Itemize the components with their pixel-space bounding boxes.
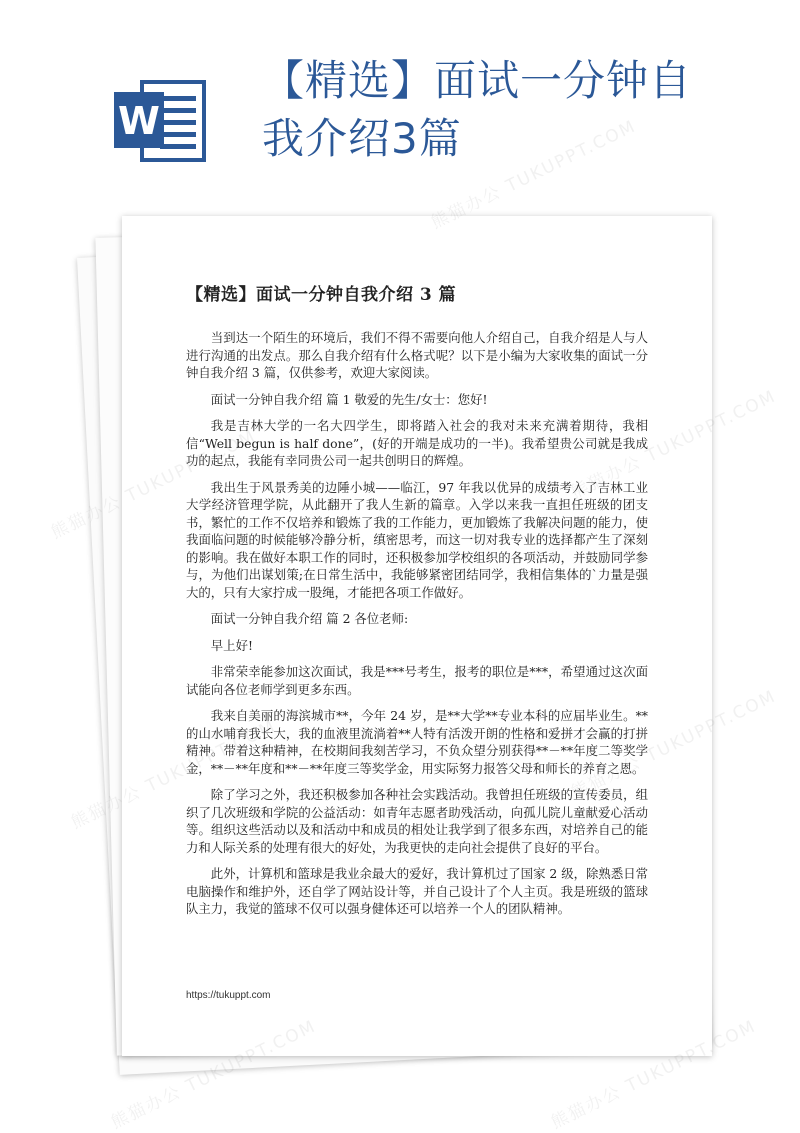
paragraph: 非常荣幸能参加这次面试，我是***号考生，报考的职位是***，希望通过这次面试能向各位老师学到更多东西。	[186, 664, 648, 697]
paragraph: 此外，计算机和篮球是我业余最大的爱好，我计算机过了国家 2 级，除熟悉日常电脑操作和维护外，还自学了网站设计等，并自己设计了个人主页。我是班级的篮球队主力，我觉的篮球不仅可以强身健体还可以培养一个人的团队精神。	[186, 866, 648, 916]
paragraph: 我出生于风景秀美的边陲小城——临江，97 年我以优异的成绩考入了吉林工业大学经济管理学院，从此翻开了我人生新的篇章。入学以来我一直担任班级的团支书，繁忙的工作不仅培养和锻炼了我的工作能力，更加锻炼了我解决问题的能力，使我面临问题的时候能够冷静分析，缜密思考，而这一切对我专业的选择都产生了深刻的影响。我在做好本职工作的同时，还积极参加学校组织的各项活动，并鼓励同学参与，为他们出谋划策;在日常生活中，我能够紧密团结同学，我相信集体的`力量是强大的，只有大家拧成一股绳，才能把各项工作做好。	[186, 479, 648, 600]
paragraph: 除了学习之外，我还积极参加各种社会实践活动。我曾担任班级的宣传委员，组织了几次班级和学院的公益活动：如青年志愿者助残活动，向孤儿院儿童献爱心活动等。组织这些活动以及和活动中和成员的相处让我学到了很多东西，对培养自己的能力和人际关系的处理有很大的好处，为我更快的走向社会提供了良好的平台。	[186, 787, 648, 855]
word-document-icon	[112, 74, 216, 166]
banner-title: 【精选】面试一分钟自我介绍3篇	[262, 56, 693, 163]
document-page	[122, 216, 712, 1056]
logo-letter: W	[118, 99, 160, 143]
document-preview	[96, 216, 716, 1066]
document-title: 【精选】面试一分钟自我介绍 3 篇	[186, 285, 457, 305]
watermark: 熊猫办公 TUKUPPT.COM	[428, 116, 640, 234]
document-body	[186, 280, 648, 927]
watermark: 熊猫办公 TUKUPPT.COM	[108, 1016, 320, 1133]
watermark: 熊猫办公 TUKUPPT.COM	[548, 1016, 760, 1133]
paragraph: 我是吉林大学的一名大四学生，即将踏入社会的我对未来充满着期待，我相信“Well begun is half done”，(好的开端是成功的一半)。我希望贵公司就是我成功的起点，我能有幸同贵公司一起共创明日的辉煌。	[186, 418, 648, 468]
footer-url[interactable]: https://tukuppt.com	[186, 990, 271, 1001]
paragraph-heading-1: 面试一分钟自我介绍 篇 1 敬爱的先生/女士：您好!	[210, 391, 488, 407]
watermark: 熊猫办公	[48, 491, 126, 544]
paragraph-greeting: 早上好!	[210, 637, 253, 653]
paragraph-heading-2: 面试一分钟自我介绍 篇 2 各位老师:	[210, 611, 409, 626]
paragraph-intro: 当到达一个陌生的环境后，我们不得不需要向他人介绍自己，自我介绍是人与人进行沟通的出发点。那么自我介绍有什么格式呢？以下是小编为大家收集的面试一分钟自我介绍 3 篇，仅供参考，欢迎大家阅读。	[186, 330, 648, 380]
paragraph: 我来自美丽的海滨城市**，今年 24 岁，是**大学**专业本科的应届毕业生。**的山水哺育我长大，我的血液里流淌着**人特有活泼开朗的性格和爱拼才会赢的打拼精神。带着这种精神，在校期间我刻苦学习，不负众望分别获得**－**年度二等奖学金，**－**年度和**－**年度三等奖学金，用实际努力报答父母和师长的养育之恩。	[186, 708, 648, 776]
